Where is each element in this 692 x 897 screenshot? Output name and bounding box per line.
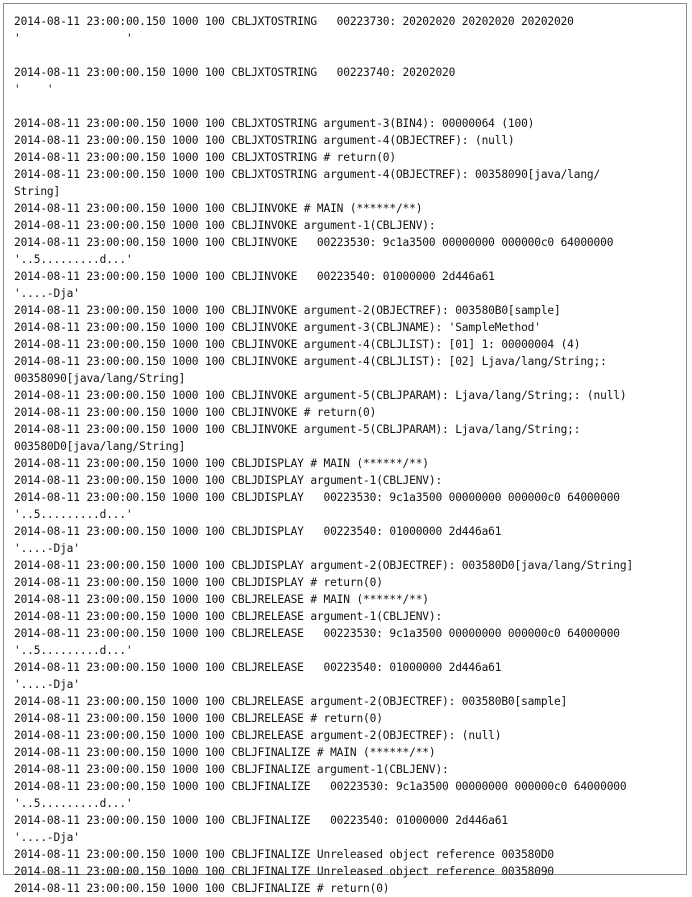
log-line: 2014-08-11 23:00:00.150 1000 100 CBLJXTOSTRING argument-4(OBJECTREF): (null) xyxy=(14,134,515,147)
log-line: ' ' xyxy=(14,83,54,96)
log-line: 2014-08-11 23:00:00.150 1000 100 CBLJFINALIZE 00223530: 9c1a3500 00000000 000000c0 64000000 xyxy=(14,780,627,793)
log-line: '..5.........d...' xyxy=(14,644,133,657)
log-line: 2014-08-11 23:00:00.150 1000 100 CBLJINVOKE argument-4(CBLJLIST): [02] Ljava/lang/String;: xyxy=(14,355,607,368)
log-line: 2014-08-11 23:00:00.150 1000 100 CBLJXTOSTRING # return(0) xyxy=(14,151,396,164)
trace-log xyxy=(14,13,692,897)
log-line: 2014-08-11 23:00:00.150 1000 100 CBLJDISPLAY 00223530: 9c1a3500 00000000 000000c0 64000000 xyxy=(14,491,620,504)
log-line: 2014-08-11 23:00:00.150 1000 100 CBLJINVOKE 00223530: 9c1a3500 00000000 000000c0 64000000 xyxy=(14,236,614,249)
log-line: 2014-08-11 23:00:00.150 1000 100 CBLJFINALIZE Unreleased object reference 00358090 xyxy=(14,865,555,878)
log-line: 2014-08-11 23:00:00.150 1000 100 CBLJINVOKE # return(0) xyxy=(14,406,377,419)
log-line: '..5.........d...' xyxy=(14,797,133,810)
log-line: 2014-08-11 23:00:00.150 1000 100 CBLJFINALIZE argument-1(CBLJENV): xyxy=(14,763,449,776)
log-line: 2014-08-11 23:00:00.150 1000 100 CBLJRELEASE # MAIN (******/**) xyxy=(14,593,429,606)
log-line: 2014-08-11 23:00:00.150 1000 100 CBLJXTOSTRING 00223740: 20202020 xyxy=(14,66,456,79)
log-line: 2014-08-11 23:00:00.150 1000 100 CBLJFINALIZE # MAIN (******/**) xyxy=(14,746,436,759)
log-line: 2014-08-11 23:00:00.150 1000 100 CBLJRELEASE 00223530: 9c1a3500 00000000 000000c0 64000000 xyxy=(14,627,620,640)
log-line: '....-Dja' xyxy=(14,831,80,844)
log-line: 2014-08-11 23:00:00.150 1000 100 CBLJDISPLAY argument-2(OBJECTREF): 003580D0[java/lang/String] xyxy=(14,559,634,572)
log-line: 2014-08-11 23:00:00.150 1000 100 CBLJINVOKE argument-3(CBLJNAME): 'SampleMethod' xyxy=(14,321,541,334)
log-line: 2014-08-11 23:00:00.150 1000 100 CBLJINVOKE argument-2(OBJECTREF): 003580B0[sample] xyxy=(14,304,561,317)
log-line: 2014-08-11 23:00:00.150 1000 100 CBLJINVOKE argument-5(CBLJPARAM): Ljava/lang/String;: xyxy=(14,423,581,436)
log-line: '....-Dja' xyxy=(14,287,80,300)
log-line: 2014-08-11 23:00:00.150 1000 100 CBLJDISPLAY # return(0) xyxy=(14,576,383,589)
log-line: 2014-08-11 23:00:00.150 1000 100 CBLJDISPLAY # MAIN (******/**) xyxy=(14,457,429,470)
log-line: 2014-08-11 23:00:00.150 1000 100 CBLJFINALIZE # return(0) xyxy=(14,882,390,895)
log-line xyxy=(14,98,692,115)
log-line: 2014-08-11 23:00:00.150 1000 100 CBLJINVOKE argument-5(CBLJPARAM): Ljava/lang/String;: (null) xyxy=(14,389,627,402)
log-line: 2014-08-11 23:00:00.150 1000 100 CBLJINVOKE argument-4(CBLJLIST): [01] 1: 00000004 (4) xyxy=(14,338,581,351)
log-line: 2014-08-11 23:00:00.150 1000 100 CBLJXTOSTRING argument-3(BIN4): 00000064 (100) xyxy=(14,117,535,130)
log-line: 2014-08-11 23:00:00.150 1000 100 CBLJRELEASE argument-1(CBLJENV): xyxy=(14,610,443,623)
log-line: 2014-08-11 23:00:00.150 1000 100 CBLJINVOKE argument-1(CBLJENV): xyxy=(14,219,436,232)
log-line: 003580D0[java/lang/String] xyxy=(14,440,186,453)
log-line: String] xyxy=(14,185,61,198)
log-line: '....-Dja' xyxy=(14,542,80,555)
log-line: '..5.........d...' xyxy=(14,508,133,521)
log-line: 2014-08-11 23:00:00.150 1000 100 CBLJINVOKE 00223540: 01000000 2d446a61 xyxy=(14,270,495,283)
log-line: 2014-08-11 23:00:00.150 1000 100 CBLJXTOSTRING 00223730: 20202020 20202020 20202020 xyxy=(14,15,574,28)
log-line: 2014-08-11 23:00:00.150 1000 100 CBLJRELEASE argument-2(OBJECTREF): (null) xyxy=(14,729,502,742)
log-line: '..5.........d...' xyxy=(14,253,133,266)
log-line: 2014-08-11 23:00:00.150 1000 100 CBLJXTOSTRING argument-4(OBJECTREF): 00358090[java/lang/ xyxy=(14,168,601,181)
log-line: 2014-08-11 23:00:00.150 1000 100 CBLJFINALIZE 00223540: 01000000 2d446a61 xyxy=(14,814,508,827)
log-line: 2014-08-11 23:00:00.150 1000 100 CBLJDISPLAY argument-1(CBLJENV): xyxy=(14,474,443,487)
log-line: 2014-08-11 23:00:00.150 1000 100 CBLJINVOKE # MAIN (******/**) xyxy=(14,202,423,215)
log-line xyxy=(14,47,692,64)
log-line: 2014-08-11 23:00:00.150 1000 100 CBLJRELEASE argument-2(OBJECTREF): 003580B0[sample] xyxy=(14,695,568,708)
log-line: '....-Dja' xyxy=(14,678,80,691)
log-line: 2014-08-11 23:00:00.150 1000 100 CBLJDISPLAY 00223540: 01000000 2d446a61 xyxy=(14,525,502,538)
log-line: ' ' xyxy=(14,32,133,45)
log-line: 2014-08-11 23:00:00.150 1000 100 CBLJFINALIZE Unreleased object reference 003580D0 xyxy=(14,848,555,861)
log-line: 2014-08-11 23:00:00.150 1000 100 CBLJRELEASE 00223540: 01000000 2d446a61 xyxy=(14,661,502,674)
log-frame xyxy=(3,3,687,895)
log-line: 00358090[java/lang/String] xyxy=(14,372,186,385)
log-line: 2014-08-11 23:00:00.150 1000 100 CBLJRELEASE # return(0) xyxy=(14,712,383,725)
